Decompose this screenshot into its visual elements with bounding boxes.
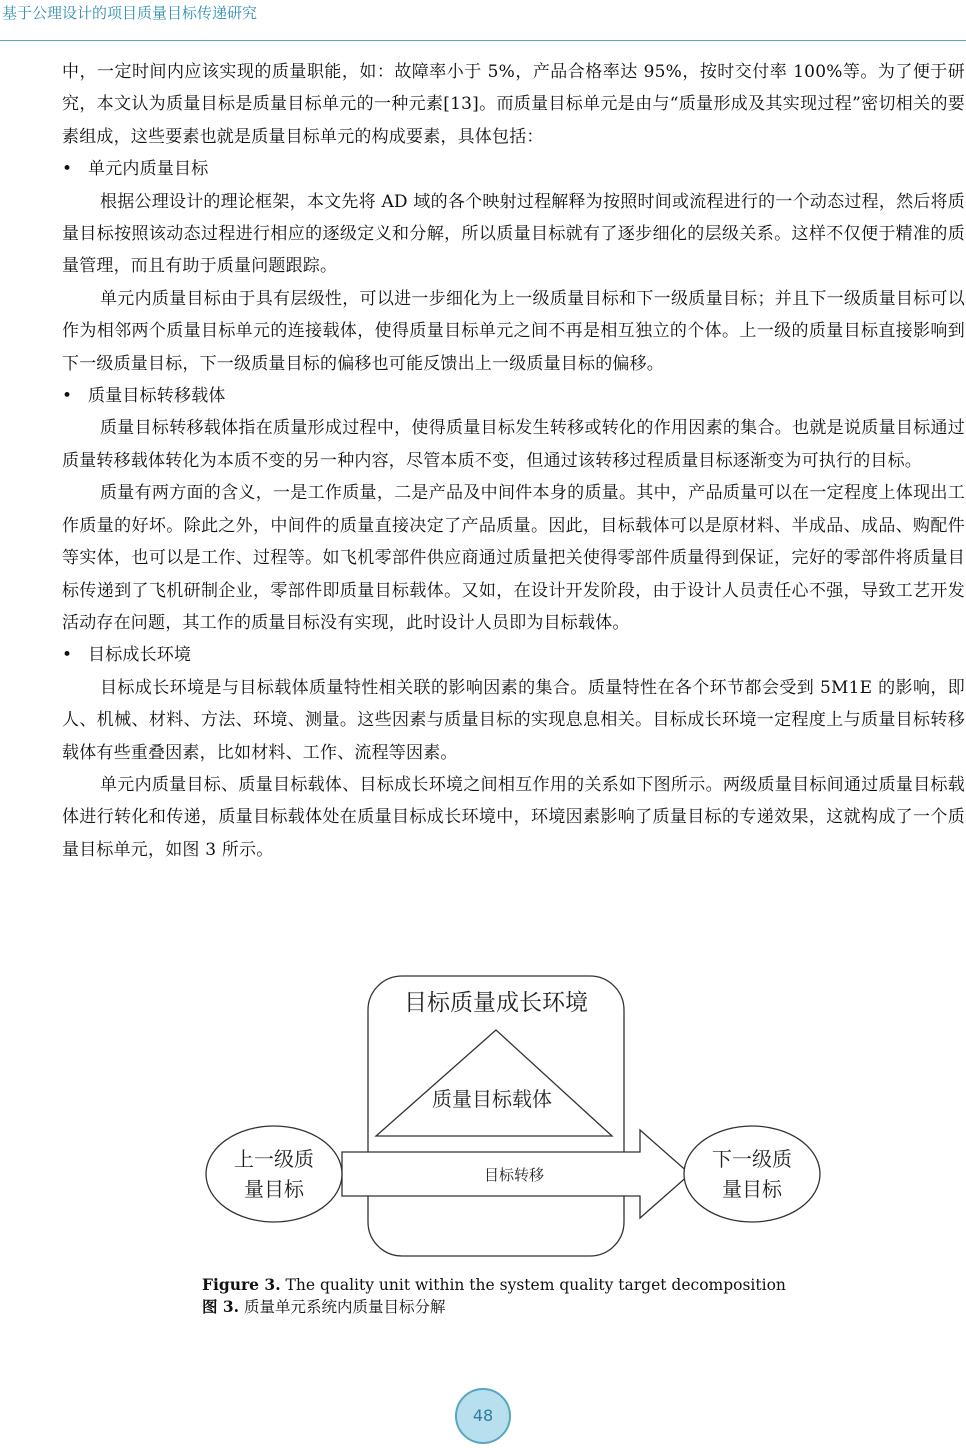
bullet-item [62,380,965,412]
carrier-label: 质量目标载体 [432,1087,552,1111]
bullet-heading: 单元内质量目标 [88,159,209,180]
caption-zh-label: 图 3. [202,1297,240,1316]
bullet-dot-icon: • [62,159,73,180]
caption-zh-text: 质量单元系统内质量目标分解 [239,1298,446,1316]
running-header [0,0,966,41]
bullet-heading: 目标成长环境 [88,645,192,666]
bullet-dot-icon: • [62,386,73,407]
figure-3-diagram [200,968,840,1264]
caption-en-label: Figure 3. [202,1275,281,1294]
lower-level-target-node [684,1126,820,1222]
caption-chinese [202,1296,902,1318]
bullet-item [62,153,965,185]
upper-level-target-line2: 量目标 [244,1177,304,1201]
paragraph: 单元内质量目标由于具有层级性，可以进一步细化为上一级质量目标和下一级质量目标；并且下一级质量目标可以作为相邻两个质量目标单元的连接载体，使得质量目标单元之间不再是相互独立的个体。上一级的质量目标直接影响到下一级质量目标，下一级质量目标的偏移也可能反馈出上一级质量目标的偏移。 [62,288,965,374]
caption-en-text: The quality unit within the system quality target decomposition [280,1276,786,1294]
lower-level-target-line1: 下一级质 [712,1147,792,1171]
paragraph: 中，一定时间内应该实现的质量职能，如：故障率小于 5%，产品合格率达 95%，按时交付率 100%等。为了便于研究，本文认为质量目标是质量目标单元的一种元素[13]。而质量目标单元是由与“质量形成及其实现过程”密切相关的要素组成，这些要素也就是质量目标单元的构成要素，具体包括： [62,62,965,147]
upper-level-target-line1: 上一级质 [234,1147,314,1171]
paragraph: 单元内质量目标、质量目标载体、目标成长环境之间相互作用的关系如下图所示。两级质量目标间通过质量目标载体进行转化和传递，质量目标载体处在质量目标成长环境中，环境因素影响了质量目标的专递效果，这就构成了一个质量目标单元，如图 3 所示。 [62,774,965,860]
running-header-title: 基于公理设计的项目质量目标传递研究 [2,4,258,22]
bullet-item [62,639,965,671]
upper-level-target-node [206,1126,342,1222]
bullet-heading: 质量目标转移载体 [88,386,226,407]
paragraph: 根据公理设计的理论框架，本文先将 AD 域的各个映射过程解释为按照时间或流程进行的一个动态过程，然后将质量目标按照该动态过程进行相应的逐级定义和分解，所以质量目标就有了逐步细化的层级关系。这样不仅便于精准的质量管理，而且有助于质量问题跟踪。 [62,191,965,277]
paragraph: 质量目标转移载体指在质量形成过程中，使得质量目标发生转移或转化的作用因素的集合。也就是说质量目标通过质量转移载体转化为本质不变的另一种内容，尽管本质不变，但通过该转移过程质量目标逐渐变为可执行的目标。 [62,418,965,471]
lower-level-target-line2: 量目标 [722,1177,782,1201]
article-body [62,56,965,866]
paragraph: 质量有两方面的含义，一是工作质量，二是产品及中间件本身的质量。其中，产品质量可以在一定程度上体现出工作质量的好坏。除此之外，中间件的质量直接决定了产品质量。因此，目标载体可以是原材料、半成品、成品、购配件等实体，也可以是工作、过程等。如飞机零部件供应商通过质量把关使得零部件质量得到保证，完好的零部件将质量目标传递到了飞机研制企业，零部件即质量目标载体。又如，在设计开发阶段，由于设计人员责任心不强，导致工艺开发活动存在问题，其工作的质量目标没有实现，此时设计人员即为目标载体。 [62,483,965,633]
figure-caption [202,1274,902,1318]
bullet-dot-icon: • [62,645,73,666]
caption-english [202,1274,902,1296]
arrow-label: 目标转移 [483,1166,545,1184]
page-number-badge: 48 [455,1388,511,1444]
environment-label: 目标质量成长环境 [404,990,588,1016]
paragraph: 目标成长环境是与目标载体质量特性相关联的影响因素的集合。质量特性在各个环节都会受到 5M1E 的影响，即人、机械、材料、方法、环境、测量。这些因素与质量目标的实现息息相关。目标成长环境一定程度上与质量目标转移载体有些重叠因素，比如材料、工作、流程等因素。 [62,677,965,763]
